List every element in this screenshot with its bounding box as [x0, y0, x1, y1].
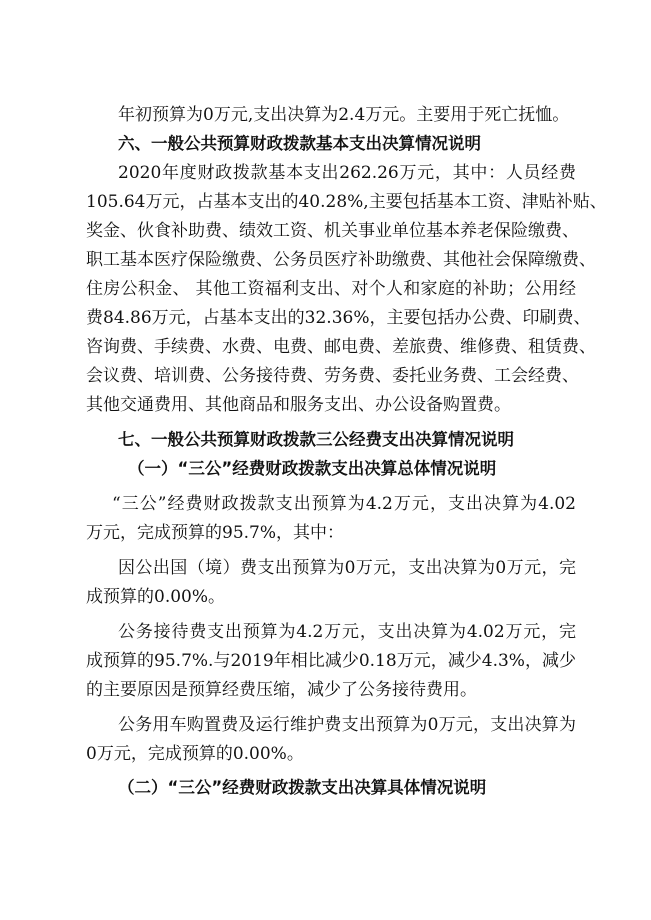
body-line: 因公出国（境）费支出预算为0万元，支出决算为0万元，完 — [118, 558, 576, 578]
body-line: 公务接待费支出预算为4.2万元，支出决算为4.02万元，完 — [118, 622, 576, 642]
body-line: 会议费、培训费、公务接待费、劳务费、委托业务费、工会经费、 — [86, 366, 579, 386]
body-line: 其他交通费用、其他商品和服务支出、办公设备购置费。 — [86, 395, 511, 415]
section-heading-7: 七、一般公共预算财政拨款三公经费支出决算情况说明 — [118, 430, 514, 449]
body-line: 2020年度财政拨款基本支出262.26万元，其中：人员经费 — [118, 163, 576, 183]
body-line: 费84.86万元，占基本支出的32.36%，主要包括办公费、印刷费、 — [86, 308, 591, 328]
body-line: 成预算的0.00%。 — [86, 587, 226, 607]
body-line: 职工基本医疗保险缴费、公务员医疗补助缴费、其他社会保障缴费、 — [86, 250, 596, 270]
subsection-heading-2: （二）“三公”经费财政拨款支出决算具体情况说明 — [118, 778, 487, 797]
section-heading-6: 六、一般公共预算财政拨款基本支出决算情况说明 — [118, 134, 481, 153]
body-line: “三公”经费财政拨款支出预算为4.2万元，支出决算为4.02 — [112, 494, 576, 514]
body-line: 的主要原因是预算经费压缩，减少了公务接待费用。 — [86, 680, 477, 700]
body-line: 咨询费、手续费、水费、电费、邮电费、差旅费、维修费、租赁费、 — [86, 337, 596, 357]
body-line: 奖金、伙食补助费、绩效工资、机关事业单位基本养老保险缴费、 — [86, 221, 579, 241]
body-line: 年初预算为0万元,支出决算为2.4万元。主要用于死亡抚恤。 — [118, 105, 570, 125]
subsection-heading-1: （一）“三公”经费财政拨款支出决算总体情况说明 — [128, 459, 497, 478]
body-line: 0万元，完成预算的0.00%。 — [86, 744, 304, 764]
body-line: 住房公积金、 其他工资福利支出、对个人和家庭的补助；公用经 — [86, 279, 576, 299]
body-line: 万元，完成预算的95.7%，其中： — [86, 523, 345, 543]
body-line: 公务用车购置费及运行维护费支出预算为0万元，支出决算为 — [118, 715, 576, 735]
body-line: 105.64万元，占基本支出的40.28%,主要包括基本工资、津贴补贴、 — [86, 192, 607, 212]
body-line: 成预算的95.7%.与2019年相比减少0.18万元，减少4.3%，减少 — [86, 651, 576, 671]
